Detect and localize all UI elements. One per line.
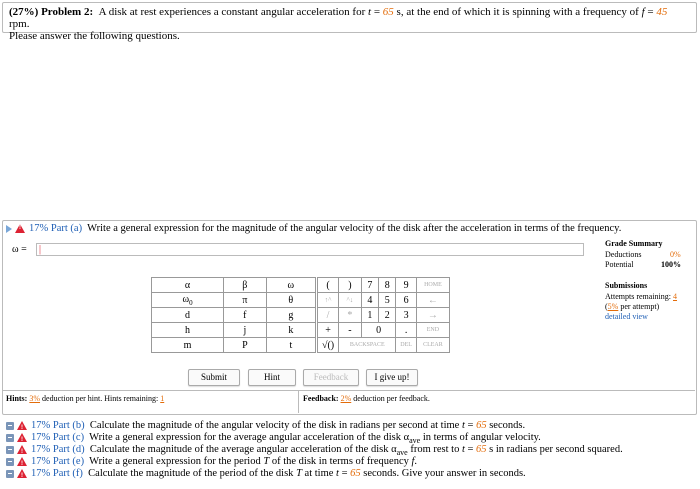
- expand-plus-icon[interactable]: [6, 470, 14, 478]
- expand-plus-icon[interactable]: [6, 458, 14, 466]
- symbol-omega[interactable]: ω: [266, 278, 315, 293]
- key-end[interactable]: END: [416, 323, 449, 338]
- keypad: [317, 277, 450, 353]
- frequency-value: 45: [656, 6, 668, 18]
- per-attempt: (5% per attempt): [605, 302, 660, 311]
- key-superscript-up[interactable]: ↑^: [318, 293, 339, 308]
- key-minus[interactable]: -: [339, 323, 362, 338]
- key-3[interactable]: 3: [396, 308, 416, 323]
- key-open-paren[interactable]: (: [318, 278, 339, 293]
- warning-icon: [17, 457, 27, 466]
- key-right-arrow[interactable]: →: [416, 308, 449, 323]
- key-7[interactable]: 7: [361, 278, 378, 293]
- key-9[interactable]: 9: [396, 278, 416, 293]
- expand-plus-icon[interactable]: [6, 446, 14, 454]
- key-2[interactable]: 2: [379, 308, 396, 323]
- part-a-header[interactable]: !17% Part (a) Write a general expression for the magnitude of the angular velocity of the disk after the acceleration in terms of the frequency.: [6, 223, 621, 234]
- feedback-info: Feedback: 2% deduction per feedback.: [303, 394, 430, 403]
- problem-number: Problem 2:: [41, 6, 94, 18]
- key-1[interactable]: 1: [361, 308, 378, 323]
- part-c-row[interactable]: !17% Part (c) Write a general expression for the average angular acceleration of the disk $\alpha_{ave}$ in terms of angular velocity.: [6, 432, 541, 447]
- submissions-title: Submissions: [605, 281, 648, 290]
- symbol-f[interactable]: f: [224, 308, 267, 323]
- key-multiply[interactable]: *: [339, 308, 362, 323]
- grade-summary-title: Grade Summary: [605, 239, 663, 248]
- hints-feedback-divider: [298, 390, 299, 413]
- key-sqrt[interactable]: √(): [318, 338, 339, 353]
- part-f-row[interactable]: !17% Part (f) Calculate the magnitude of the period of the disk T at time t = 65 seconds. Give your answer in seconds.: [6, 468, 526, 480]
- symbol-table: [151, 277, 316, 353]
- part-b-row[interactable]: !17% Part (b) Calculate the magnitude of the angular velocity of the disk in radians per second at time t = 65 seconds.: [6, 420, 525, 432]
- warning-icon: [15, 224, 25, 233]
- symbol-k[interactable]: k: [266, 323, 315, 338]
- key-plus[interactable]: +: [318, 323, 339, 338]
- problem-text-part1: A disk at rest experiences a constant angular acceleration for: [98, 6, 366, 18]
- deductions-label: Deductions: [605, 250, 642, 259]
- warning-icon: [17, 445, 27, 454]
- potential-label: Potential: [605, 260, 634, 269]
- key-divide[interactable]: /: [318, 308, 339, 323]
- part-a-question: Write a general expression for the magnitude of the angular velocity of the disk after the acceleration in terms of the frequency.: [87, 223, 622, 234]
- symbol-g[interactable]: g: [266, 308, 315, 323]
- hints-info: Hints: 3% deduction per hint. Hints remaining: 1: [6, 394, 165, 403]
- deductions-value: 0%: [670, 250, 681, 259]
- give-up-button[interactable]: I give up!: [366, 369, 418, 386]
- omega-input-label: ω =: [12, 244, 27, 255]
- part-a-label: Part (a): [50, 223, 83, 234]
- hints-divider: [2, 390, 695, 391]
- hint-button[interactable]: Hint: [248, 369, 296, 386]
- problem-text: (27%) Problem 2: A disk at rest experiences a constant angular acceleration for t = 65 s, at the end of which it is spinning with a frequency of f = 45 rpm. Please answer the following questions.: [9, 6, 668, 42]
- expand-plus-icon[interactable]: [6, 434, 14, 442]
- symbol-j[interactable]: j: [224, 323, 267, 338]
- key-0[interactable]: 0: [361, 323, 396, 338]
- symbol-beta[interactable]: β: [224, 278, 267, 293]
- problem-instructions: Please answer the following questions.: [9, 30, 180, 42]
- time-value: 65: [382, 6, 394, 18]
- warning-icon: [17, 469, 27, 478]
- attempts-remaining: Attempts remaining: 4: [605, 292, 677, 301]
- detailed-view-link[interactable]: detailed view: [605, 312, 648, 321]
- symbol-P[interactable]: P: [224, 338, 267, 353]
- symbol-t[interactable]: t: [266, 338, 315, 353]
- symbol-alpha[interactable]: α: [152, 278, 224, 293]
- problem-weight: (27%): [9, 6, 39, 18]
- key-subscript-down[interactable]: ^↓: [339, 293, 362, 308]
- potential-value: 100%: [661, 260, 681, 269]
- symbol-m[interactable]: m: [152, 338, 224, 353]
- key-8[interactable]: 8: [379, 278, 396, 293]
- symbol-pi[interactable]: π: [224, 293, 267, 308]
- key-left-arrow[interactable]: ←: [416, 293, 449, 308]
- key-5[interactable]: 5: [379, 293, 396, 308]
- part-d-row[interactable]: !17% Part (d) Calculate the magnitude of the average angular acceleration of the disk $\alpha_{ave}$ from rest to t = 65 s in radians per second squared.: [6, 444, 623, 459]
- key-home[interactable]: HOME: [416, 278, 449, 293]
- f-symbol: f: [641, 6, 645, 18]
- symbol-omega0[interactable]: $\omega_0$: [152, 293, 224, 308]
- expand-plus-icon[interactable]: [6, 422, 14, 430]
- key-backspace[interactable]: BACKSPACE: [339, 338, 396, 353]
- symbol-h[interactable]: h: [152, 323, 224, 338]
- warning-icon: [17, 421, 27, 430]
- submit-button[interactable]: Submit: [188, 369, 240, 386]
- key-4[interactable]: 4: [361, 293, 378, 308]
- problem-statement-box: [2, 2, 697, 42]
- feedback-button[interactable]: Feedback: [303, 369, 359, 386]
- key-6[interactable]: 6: [396, 293, 416, 308]
- key-close-paren[interactable]: ): [339, 278, 362, 293]
- t-symbol: t: [368, 6, 372, 18]
- symbol-d[interactable]: d: [152, 308, 224, 323]
- key-del[interactable]: DEL: [396, 338, 416, 353]
- symbol-theta[interactable]: θ: [266, 293, 315, 308]
- warning-icon: [17, 433, 27, 442]
- part-e-row[interactable]: !17% Part (e) Write a general expression for the period T of the disk in terms of frequency f.: [6, 456, 417, 468]
- expand-triangle-icon[interactable]: [6, 225, 12, 233]
- key-clear[interactable]: CLEAR: [416, 338, 449, 353]
- answer-input[interactable]: |: [36, 243, 584, 256]
- key-decimal[interactable]: .: [396, 323, 416, 338]
